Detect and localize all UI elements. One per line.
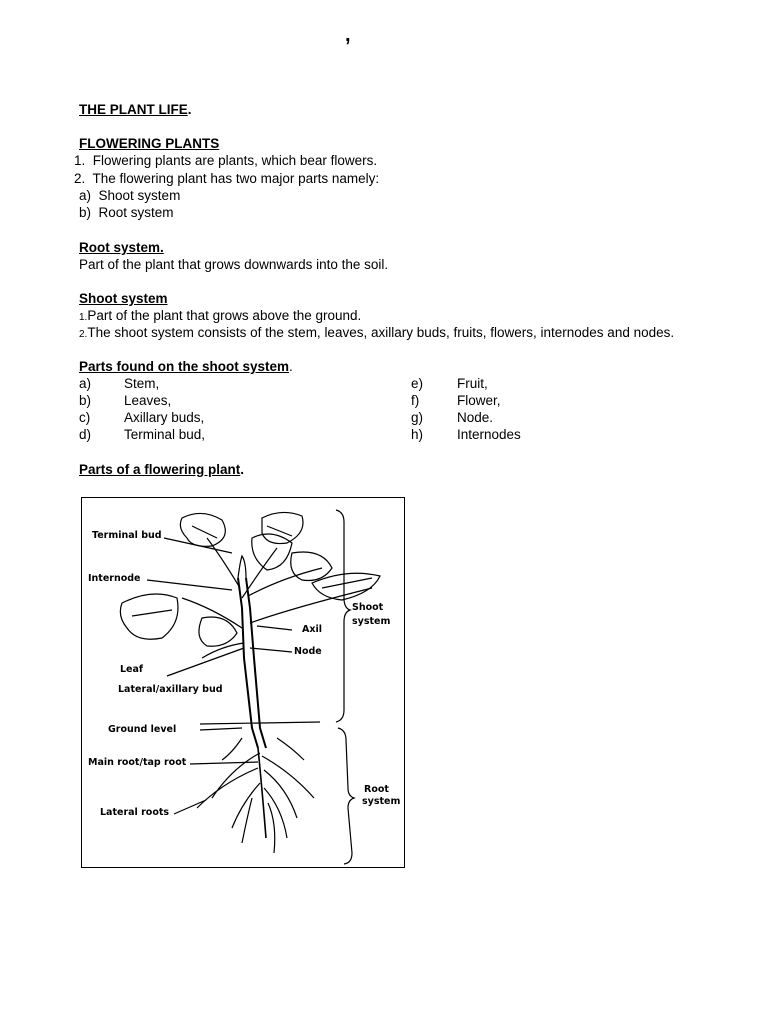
list-item: Stem, bbox=[124, 376, 160, 391]
root-system-text: Part of the plant that grows downwards into the soil. bbox=[79, 257, 389, 272]
flowering-point-2: 2. The flowering plant has two major parts namely: bbox=[74, 171, 380, 186]
list-item-letter: f) bbox=[411, 393, 420, 408]
shoot-parts-heading: Parts found on the shoot system. bbox=[79, 359, 293, 374]
label-lateral-bud: Lateral/axillary bud bbox=[118, 684, 223, 695]
list-item: Terminal bud, bbox=[124, 427, 206, 442]
label-ground-level: Ground level bbox=[108, 724, 177, 735]
label-internode: Internode bbox=[88, 573, 141, 584]
label-root-system: system bbox=[362, 796, 401, 807]
label-leaf: Leaf bbox=[120, 664, 144, 675]
label-shoot: Shoot bbox=[352, 602, 384, 613]
label-shoot-system: system bbox=[352, 616, 391, 627]
label-axil: Axil bbox=[302, 624, 322, 635]
list-item-letter: g) bbox=[411, 410, 424, 425]
list-item-letter: e) bbox=[411, 376, 424, 391]
shoot-system-heading: Shoot system bbox=[79, 291, 168, 306]
list-item-letter: c) bbox=[79, 410, 91, 425]
label-terminal-bud: Terminal bud bbox=[92, 530, 162, 541]
label-node: Node bbox=[294, 646, 322, 657]
flowering-part-a: a) Shoot system bbox=[79, 188, 181, 203]
list-item-letter: h) bbox=[411, 427, 424, 442]
list-item: Node. bbox=[457, 410, 494, 425]
flowering-heading: FLOWERING PLANTS bbox=[79, 136, 220, 151]
list-item: Leaves, bbox=[124, 393, 172, 408]
label-root: Root bbox=[364, 784, 389, 795]
list-item: Internodes bbox=[457, 427, 521, 442]
shoot-point-1: 1.Part of the plant that grows above the ground. bbox=[79, 308, 362, 323]
list-item-letter: a) bbox=[79, 376, 92, 391]
flowering-part-b: b) Root system bbox=[79, 205, 174, 220]
shoot-point-2: 2.The shoot system consists of the stem, leaves, axillary buds, fruits, flowers, internodes and nodes. bbox=[79, 325, 675, 340]
header-mark: , bbox=[345, 24, 351, 46]
root-system-heading: Root system. bbox=[79, 240, 164, 255]
label-main-root: Main root/tap root bbox=[88, 757, 187, 768]
list-item: Flower, bbox=[457, 393, 501, 408]
list-item-letter: b) bbox=[79, 393, 92, 408]
label-lateral-roots: Lateral roots bbox=[100, 807, 170, 818]
page-title: THE PLANT LIFE. bbox=[79, 102, 192, 117]
flowering-point-1: 1. Flowering plants are plants, which bear flowers. bbox=[74, 153, 378, 168]
diagram-heading: Parts of a flowering plant. bbox=[79, 462, 245, 477]
list-item: Fruit, bbox=[457, 376, 488, 391]
list-item-letter: d) bbox=[79, 427, 92, 442]
plant-diagram bbox=[81, 497, 405, 868]
list-item: Axillary buds, bbox=[124, 410, 205, 425]
